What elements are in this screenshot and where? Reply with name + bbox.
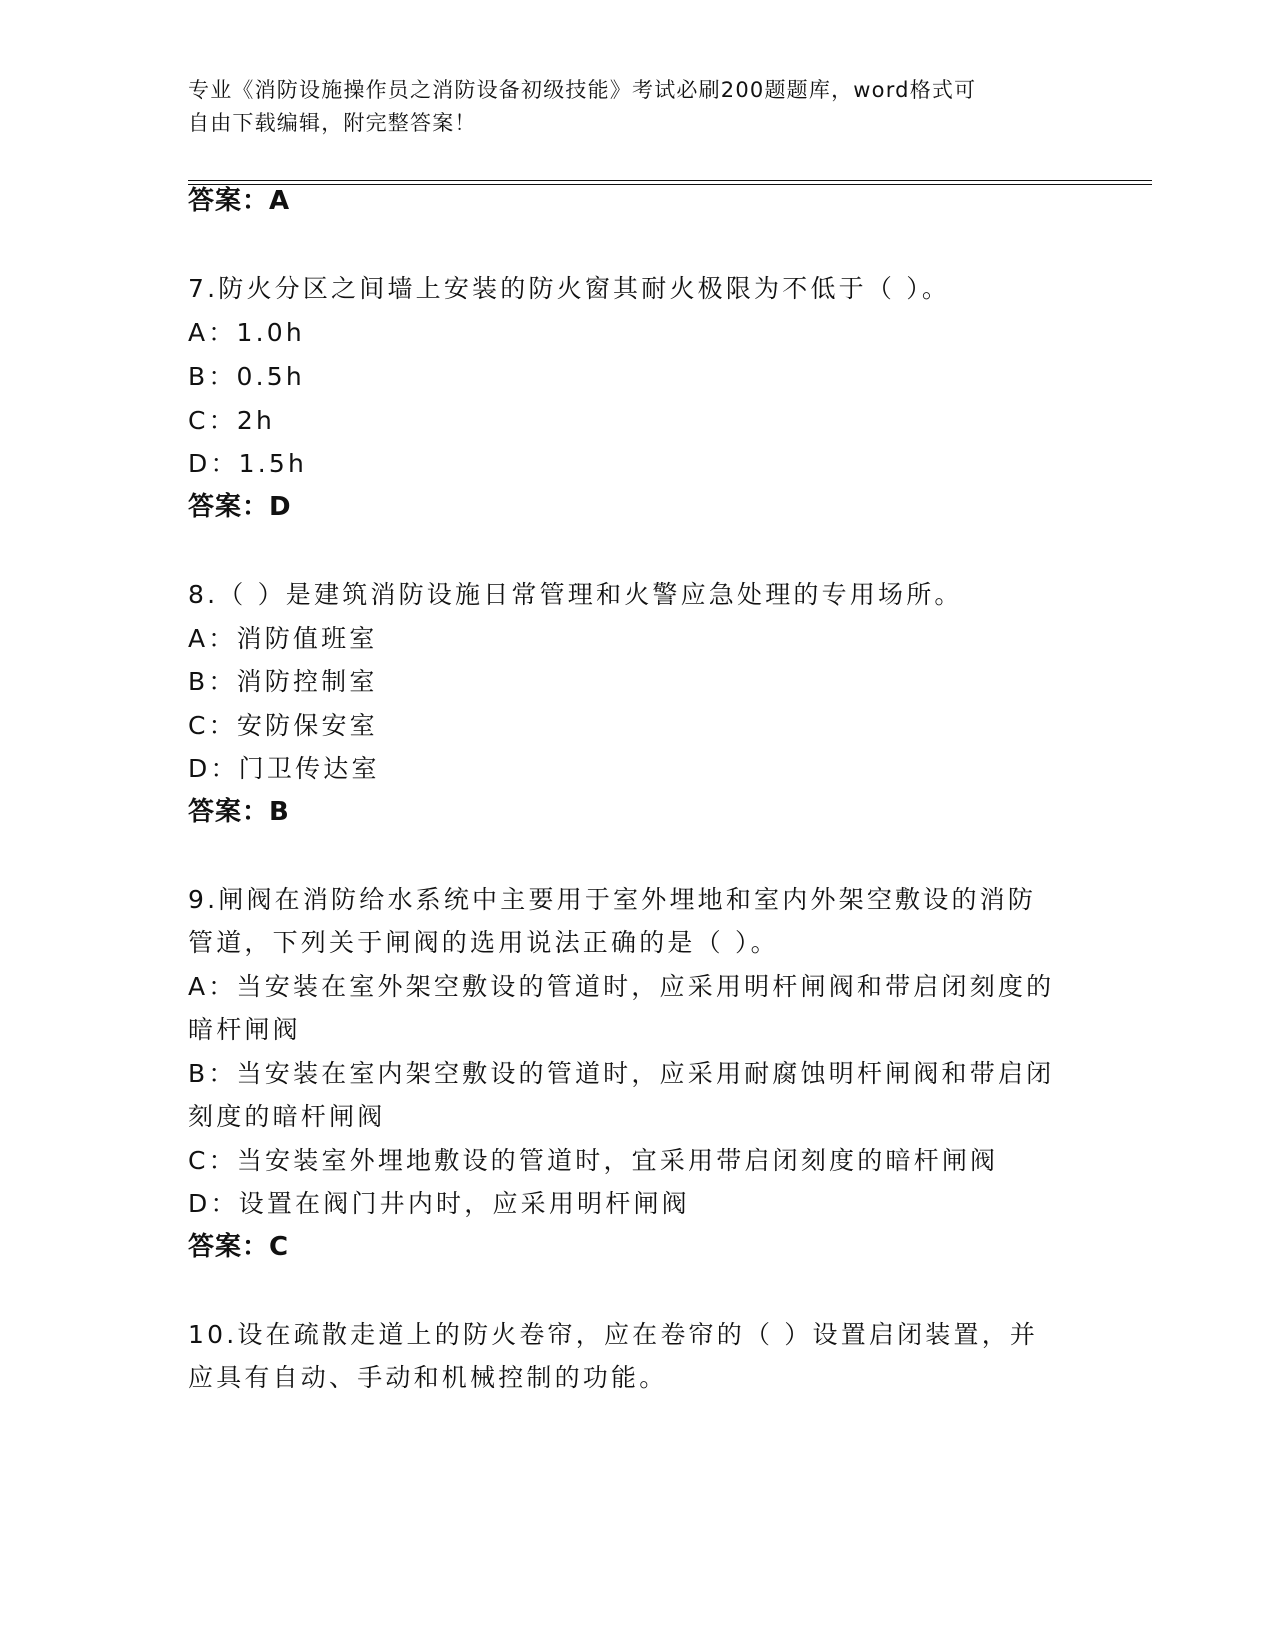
question-8-stem: 8.（ ）是建筑消防设施日常管理和火警应急处理的专用场所。 <box>188 580 963 609</box>
question-7-answer: 答案：D <box>188 492 292 522</box>
question-9-answer: 答案：C <box>188 1232 290 1262</box>
question-9-option-a-line-2: 暗杆闸阀 <box>188 1015 301 1044</box>
question-7-option-c: C：2h <box>188 406 276 435</box>
question-9-option-d: D：设置在阀门井内时，应采用明杆闸阀 <box>188 1189 690 1218</box>
question-9-stem-line-1: 9.闸阀在消防给水系统中主要用于室外埋地和室内外架空敷设的消防 <box>188 885 1037 914</box>
question-9-option-b-line-2: 刻度的暗杆闸阀 <box>188 1102 386 1131</box>
question-9-option-c: C：当安装室外埋地敷设的管道时，宜采用带启闭刻度的暗杆闸阀 <box>188 1146 999 1175</box>
question-8-option-d: D：门卫传达室 <box>188 754 380 783</box>
question-8-option-a: A：消防值班室 <box>188 624 378 653</box>
question-9-option-b-line-1: B：当安装在室内架空敷设的管道时，应采用耐腐蚀明杆闸阀和带启闭 <box>188 1059 1055 1088</box>
header-line-1: 专业《消防设施操作员之消防设备初级技能》考试必刷200题题库，word格式可 <box>188 78 977 102</box>
question-9-option-a-line-1: A：当安装在室外架空敷设的管道时，应采用明杆闸阀和带启闭刻度的 <box>188 972 1055 1001</box>
question-8-option-c: C：安防保安室 <box>188 711 378 740</box>
header-divider-bottom <box>188 184 1152 185</box>
question-10-stem-line-2: 应具有自动、手动和机械控制的功能。 <box>188 1363 668 1392</box>
question-8-answer: 答案：B <box>188 797 290 827</box>
document-header <box>188 74 1068 140</box>
question-9-stem-line-2: 管道，下列关于闸阀的选用说法正确的是（ ）。 <box>188 928 779 957</box>
question-7-stem: 7.防火分区之间墙上安装的防火窗其耐火极限为不低于（ ）。 <box>188 274 951 303</box>
header-divider-top <box>188 180 1152 181</box>
header-line-2: 自由下载编辑，附完整答案！ <box>188 111 477 135</box>
question-7-option-d: D：1.5h <box>188 449 308 478</box>
question-8-option-b: B：消防控制室 <box>188 667 378 696</box>
question-7-option-b: B：0.5h <box>188 362 305 391</box>
question-7-option-a: A：1.0h <box>188 318 305 347</box>
question-10-stem-line-1: 10.设在疏散走道上的防火卷帘，应在卷帘的（ ）设置启闭装置，并 <box>188 1320 1039 1349</box>
answer-previous: 答案：A <box>188 186 291 216</box>
